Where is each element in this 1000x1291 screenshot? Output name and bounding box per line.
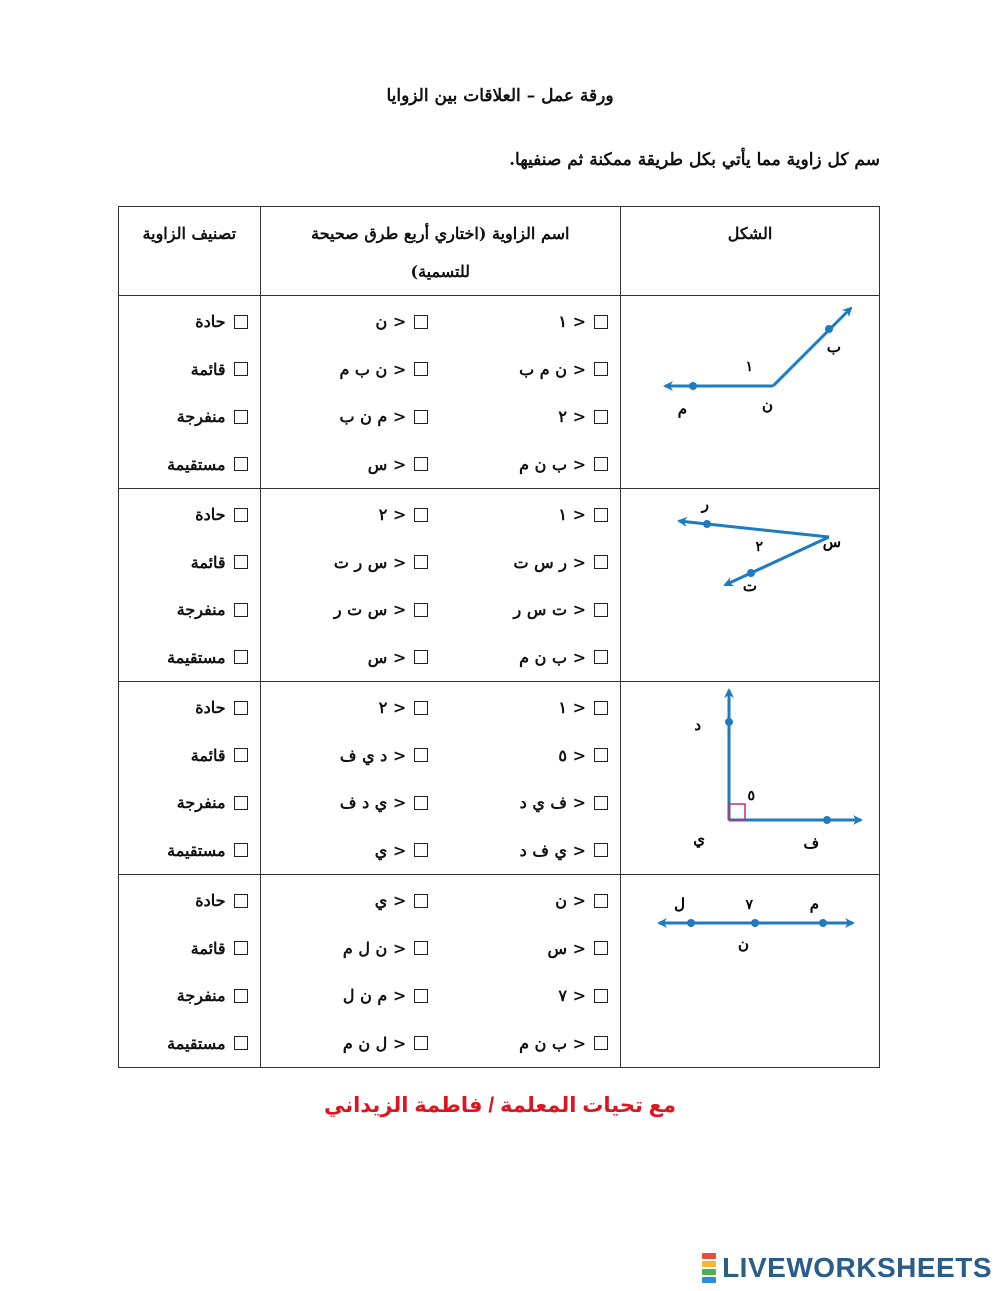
- name-option[interactable]: [440, 972, 620, 1020]
- option-text: < ٢: [558, 407, 586, 427]
- option-text: حادة: [195, 505, 226, 525]
- option-text: < ب ن م: [519, 647, 586, 667]
- option-text: < ل ن م: [342, 1033, 407, 1053]
- checkbox[interactable]: [234, 941, 248, 955]
- name-option[interactable]: [261, 1020, 441, 1068]
- brand-name: LIVEWORKSHEETS: [722, 1252, 992, 1283]
- option-text: < ن: [375, 312, 407, 332]
- option-text: < م ن ل: [342, 986, 407, 1006]
- checkbox[interactable]: [414, 941, 428, 955]
- checkbox[interactable]: [414, 650, 428, 664]
- name-option[interactable]: [440, 732, 620, 780]
- option-text: قائمة: [190, 552, 226, 572]
- option-text: < ن ب م: [339, 359, 407, 379]
- brand-logo[interactable]: [702, 1252, 992, 1284]
- checkbox[interactable]: [234, 315, 248, 329]
- figure-cell: [620, 682, 879, 875]
- checkbox[interactable]: [414, 555, 428, 569]
- point-r: [703, 520, 711, 528]
- class-option[interactable]: [119, 877, 260, 925]
- checkbox[interactable]: [234, 1036, 248, 1050]
- ray-sr: [679, 521, 829, 537]
- name-option[interactable]: [261, 491, 441, 539]
- option-text: قائمة: [190, 745, 226, 765]
- checkbox[interactable]: [414, 796, 428, 810]
- name-option[interactable]: [261, 877, 441, 925]
- label-b: ب: [826, 338, 841, 356]
- header-angle-name-line1: اسم الزاوية (اختاري أربع طرق صحيحة: [311, 224, 570, 243]
- label-m: م: [677, 400, 687, 418]
- point-n: [751, 919, 759, 927]
- name-option[interactable]: [440, 827, 620, 875]
- option-text: < س ت ر: [333, 600, 407, 620]
- class-option[interactable]: [119, 491, 260, 539]
- name-option[interactable]: [261, 586, 441, 634]
- class-option[interactable]: [119, 1020, 260, 1068]
- right-angle-mark: [729, 804, 745, 820]
- label-y: ي: [693, 830, 705, 848]
- option-text: < ي ف د: [519, 840, 586, 860]
- option-text: < م ن ب: [339, 407, 407, 427]
- option-text: مستقيمة: [167, 840, 226, 860]
- name-option[interactable]: [261, 972, 441, 1020]
- option-text: < د ي ف: [339, 745, 407, 765]
- point-m: [689, 382, 697, 390]
- point-t: [747, 569, 755, 577]
- checkbox[interactable]: [594, 508, 608, 522]
- checkbox[interactable]: [234, 555, 248, 569]
- option-text: < س: [547, 938, 586, 958]
- option-text: < ن ل م: [342, 938, 407, 958]
- checkbox[interactable]: [234, 894, 248, 908]
- instructions: سم كل زاوية مما يأتي بكل طريقة ممكنة ثم صنفيها.: [509, 150, 880, 170]
- class-option[interactable]: [119, 634, 260, 682]
- option-text: مستقيمة: [167, 647, 226, 667]
- checkbox[interactable]: [414, 748, 428, 762]
- point-b: [825, 325, 833, 333]
- class-option[interactable]: [119, 539, 260, 587]
- point-m: [819, 919, 827, 927]
- option-text: < ن: [555, 891, 586, 911]
- name-option[interactable]: [440, 877, 620, 925]
- table-row: [119, 489, 880, 682]
- option-text: < ي: [374, 840, 407, 860]
- name-option[interactable]: [261, 539, 441, 587]
- checkbox[interactable]: [594, 894, 608, 908]
- option-text: < ١: [558, 505, 586, 525]
- checkbox[interactable]: [414, 701, 428, 715]
- name-option[interactable]: [440, 346, 620, 394]
- class-option[interactable]: [119, 393, 260, 441]
- checkbox[interactable]: [414, 315, 428, 329]
- point-d: [725, 718, 733, 726]
- checkbox[interactable]: [594, 701, 608, 715]
- class-option[interactable]: [119, 346, 260, 394]
- name-option[interactable]: [440, 539, 620, 587]
- label-f: ف: [803, 834, 819, 852]
- option-text: < ١: [558, 698, 586, 718]
- option-text: حادة: [195, 891, 226, 911]
- option-text: قائمة: [190, 359, 226, 379]
- label-5: ٥: [747, 788, 755, 804]
- class-option[interactable]: [119, 732, 260, 780]
- option-text: < س: [367, 454, 407, 474]
- checkbox[interactable]: [594, 362, 608, 376]
- label-d: د: [694, 716, 701, 734]
- label-s: س: [822, 533, 841, 551]
- name-option[interactable]: [261, 732, 441, 780]
- name-option[interactable]: [261, 393, 441, 441]
- angle-name-cell: [260, 682, 620, 875]
- checkbox[interactable]: [594, 941, 608, 955]
- checkbox[interactable]: [234, 701, 248, 715]
- checkbox[interactable]: [594, 650, 608, 664]
- table-header-row: [119, 207, 880, 296]
- option-text: < ب ن م: [519, 1033, 586, 1053]
- checkbox[interactable]: [594, 796, 608, 810]
- table-row: [119, 875, 880, 1068]
- table-row: [119, 296, 880, 489]
- name-option[interactable]: [261, 684, 441, 732]
- ray-st: [725, 537, 829, 585]
- class-option[interactable]: [119, 684, 260, 732]
- liveworksheets-icon: [702, 1252, 716, 1284]
- name-option[interactable]: [261, 827, 441, 875]
- label-r: ر: [701, 495, 709, 513]
- classification-cell: [119, 682, 261, 875]
- checkbox[interactable]: [234, 650, 248, 664]
- checkbox[interactable]: [414, 843, 428, 857]
- header-classification: تصنيف الزاوية: [119, 207, 261, 296]
- option-text: < ٢: [378, 698, 407, 718]
- name-option[interactable]: [440, 779, 620, 827]
- option-text: < ن م ب: [519, 359, 586, 379]
- checkbox[interactable]: [594, 989, 608, 1003]
- label-7: ٧: [745, 897, 753, 913]
- name-option[interactable]: [261, 779, 441, 827]
- checkbox[interactable]: [414, 1036, 428, 1050]
- label-n: ن: [737, 935, 749, 953]
- header-angle-name-line2: للتسمية): [410, 262, 471, 281]
- option-text: حادة: [195, 698, 226, 718]
- class-option[interactable]: [119, 827, 260, 875]
- point-f: [823, 816, 831, 824]
- point-l: [687, 919, 695, 927]
- class-option[interactable]: [119, 298, 260, 346]
- checkbox[interactable]: [234, 362, 248, 376]
- option-text: < ي: [374, 891, 407, 911]
- figure-cell: [620, 875, 879, 1068]
- checkbox[interactable]: [594, 315, 608, 329]
- name-option[interactable]: [440, 684, 620, 732]
- checkbox[interactable]: [414, 457, 428, 471]
- checkbox[interactable]: [414, 894, 428, 908]
- checkbox[interactable]: [414, 410, 428, 424]
- teacher-signature: مع تحيات المعلمة / فاطمة الزيداني: [323, 1094, 677, 1117]
- angle-name-cell: [260, 489, 620, 682]
- checkbox[interactable]: [594, 1036, 608, 1050]
- name-option[interactable]: [261, 346, 441, 394]
- classification-cell: [119, 875, 261, 1068]
- angle-name-cell: [260, 875, 620, 1068]
- checkbox[interactable]: [414, 508, 428, 522]
- classification-cell: [119, 489, 261, 682]
- figure-cell: [620, 489, 879, 682]
- option-text: قائمة: [190, 938, 226, 958]
- checkbox[interactable]: [414, 603, 428, 617]
- name-option[interactable]: [440, 393, 620, 441]
- name-option[interactable]: [261, 634, 441, 682]
- class-option[interactable]: [119, 972, 260, 1020]
- checkbox[interactable]: [594, 748, 608, 762]
- option-text: < ٥: [558, 745, 586, 765]
- name-option[interactable]: [440, 634, 620, 682]
- name-option[interactable]: [440, 441, 620, 489]
- worksheet-table: [118, 206, 880, 1068]
- name-option[interactable]: [440, 298, 620, 346]
- option-text: < ٢: [378, 505, 407, 525]
- class-option[interactable]: [119, 925, 260, 973]
- checkbox[interactable]: [594, 843, 608, 857]
- angle-figure-4: [621, 875, 879, 1063]
- option-text: منفرجة: [176, 793, 226, 813]
- label-2: ٢: [755, 539, 763, 555]
- option-text: مستقيمة: [167, 454, 226, 474]
- label-t: ت: [742, 577, 757, 595]
- checkbox[interactable]: [414, 362, 428, 376]
- name-option[interactable]: [440, 925, 620, 973]
- figure-cell: [620, 296, 879, 489]
- option-text: منفرجة: [176, 407, 226, 427]
- checkbox[interactable]: [234, 410, 248, 424]
- class-option[interactable]: [119, 586, 260, 634]
- checkbox[interactable]: [234, 989, 248, 1003]
- name-option[interactable]: [440, 1020, 620, 1068]
- checkbox[interactable]: [234, 748, 248, 762]
- checkbox[interactable]: [234, 843, 248, 857]
- angle-figure-1: [621, 296, 879, 484]
- name-option[interactable]: [440, 586, 620, 634]
- worksheet-title: ورقة عمل – العلاقات بين الزوايا: [386, 86, 614, 106]
- option-text: مستقيمة: [167, 1033, 226, 1053]
- option-text: < ي د ف: [339, 793, 407, 813]
- option-text: < س: [367, 647, 407, 667]
- checkbox[interactable]: [234, 508, 248, 522]
- name-option[interactable]: [261, 298, 441, 346]
- checkbox[interactable]: [414, 989, 428, 1003]
- header-angle-name: [260, 207, 620, 296]
- option-text: حادة: [195, 312, 226, 332]
- class-option[interactable]: [119, 779, 260, 827]
- name-option[interactable]: [440, 491, 620, 539]
- option-text: < ر س ت: [513, 552, 586, 572]
- label-l: ل: [674, 895, 685, 913]
- checkbox[interactable]: [594, 555, 608, 569]
- option-text: < ف ي د: [519, 793, 586, 813]
- option-text: < ٧: [558, 986, 586, 1006]
- table-row: [119, 682, 880, 875]
- checkbox[interactable]: [234, 457, 248, 471]
- label-n: ن: [761, 396, 773, 414]
- classification-cell: [119, 296, 261, 489]
- option-text: منفرجة: [176, 986, 226, 1006]
- class-option[interactable]: [119, 441, 260, 489]
- checkbox[interactable]: [594, 457, 608, 471]
- angle-figure-3: [621, 682, 879, 870]
- label-m: م: [809, 895, 819, 913]
- checkbox[interactable]: [234, 796, 248, 810]
- checkbox[interactable]: [594, 603, 608, 617]
- name-option[interactable]: [261, 441, 441, 489]
- label-1: ١: [745, 359, 753, 375]
- name-option[interactable]: [261, 925, 441, 973]
- option-text: < ١: [558, 312, 586, 332]
- checkbox[interactable]: [234, 603, 248, 617]
- option-text: < ب ن م: [519, 454, 586, 474]
- header-shape: الشكل: [620, 207, 879, 296]
- angle-figure-2: [621, 489, 879, 677]
- checkbox[interactable]: [594, 410, 608, 424]
- angle-name-cell: [260, 296, 620, 489]
- option-text: منفرجة: [176, 600, 226, 620]
- option-text: < س ر ت: [333, 552, 407, 572]
- option-text: < ت س ر: [513, 600, 586, 620]
